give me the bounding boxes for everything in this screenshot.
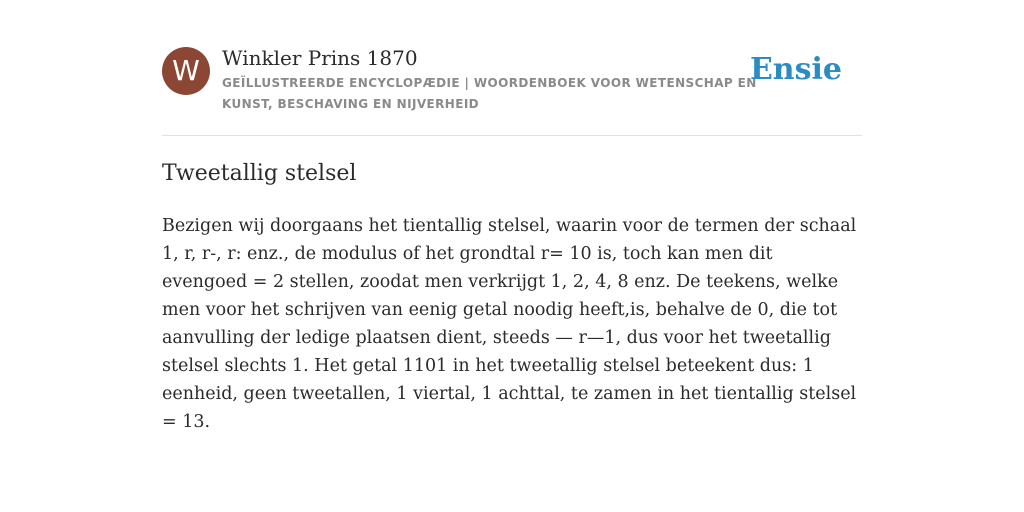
article-body: Bezigen wij doorgaans het tientallig stelsel, waarin voor de termen der schaal 1, r, r-, r: enz., de modulus of het grondtal r= 10 is, toch kan men dit evengoed = 2 stellen, zoodat men verkrijgt 1, 2, 4, 8 enz. De teekens, welke men voor het schrijven van eenig getal noodig heeft,is, behalve de 0, die tot aanvulling der ledige plaatsen dient, steeds — r—1, dus voor het tweetallig stelsel slechts 1. Het getal 1101 in het tweetallig stelsel beteekent dus: 1 eenheid, geen tweetallen, 1 viertal, 1 achttal, te zamen in het tientallig stelsel = 13. (162, 216, 857, 432)
source-subtitle: GEÏLLUSTREERDE ENCYCLOPÆDIE | WOORDENBOEK VOOR WETENSCHAP EN KUNST, BESCHAVING EN NIJVERHEID (222, 76, 757, 111)
avatar: W (162, 47, 210, 95)
header-divider (162, 135, 862, 136)
brand-logo[interactable]: Ensie (749, 52, 842, 87)
header (162, 44, 862, 124)
article-title: Tweetallig stelsel (162, 161, 357, 186)
source-title[interactable]: Winkler Prins 1870 (222, 46, 418, 70)
